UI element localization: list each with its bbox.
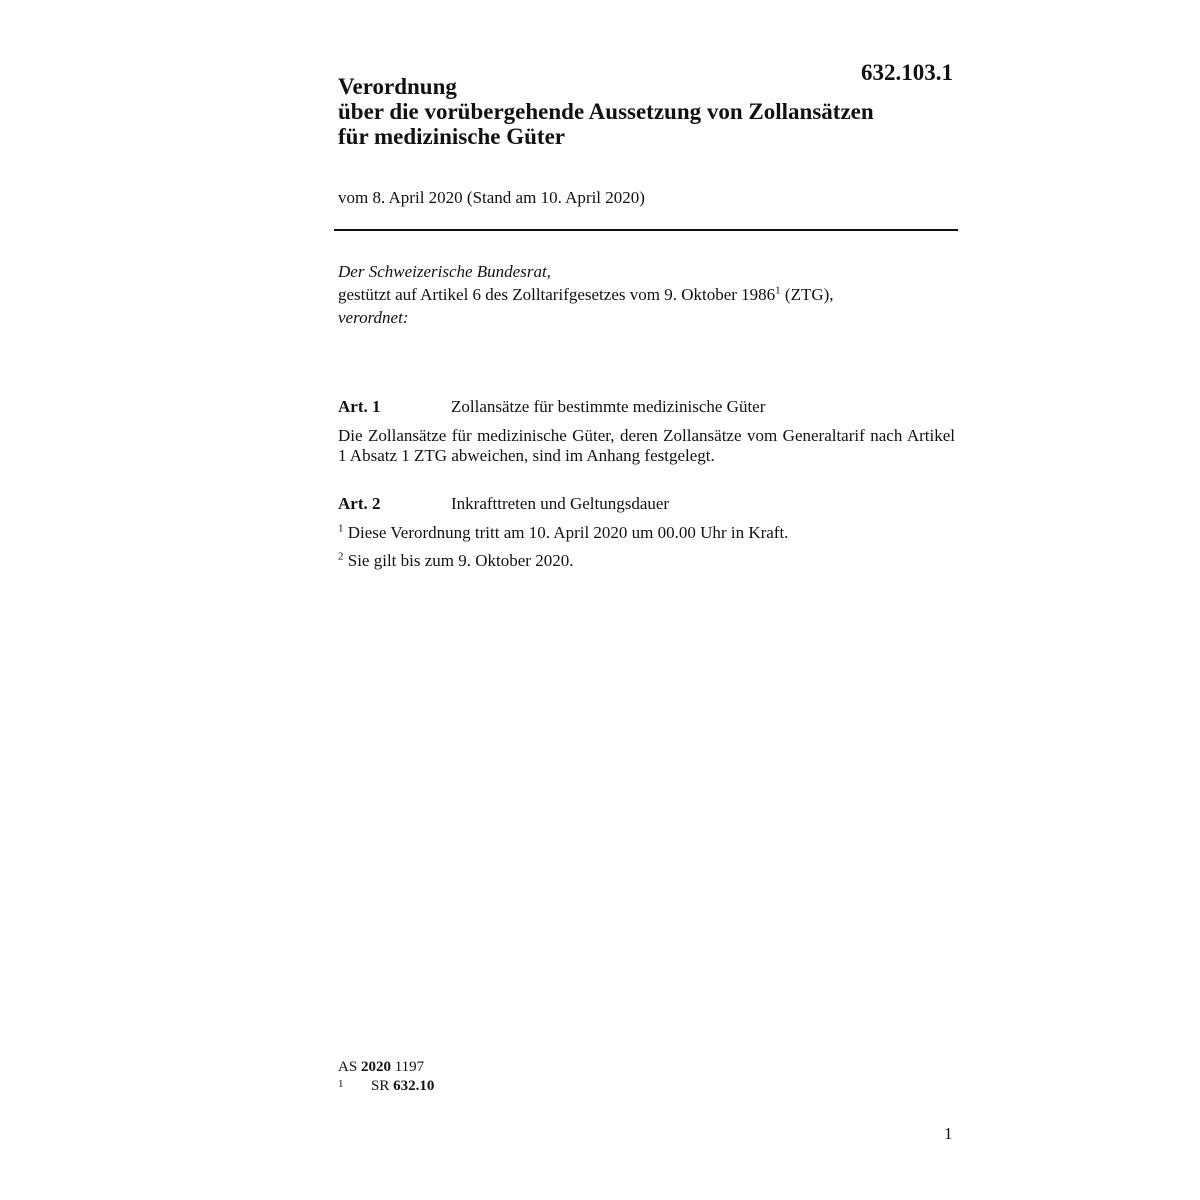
article-number: Art. 2 <box>338 494 381 513</box>
article-number: Art. 1 <box>338 397 381 416</box>
preamble-basis-text: gestützt auf Artikel 6 des Zolltarifgesetzes vom 9. Oktober 1986 <box>338 285 776 304</box>
footnote-reference[interactable]: 1 <box>775 284 781 297</box>
document-title <box>338 74 958 149</box>
article-1 <box>338 396 955 466</box>
footnote-number: 1 <box>338 1078 344 1090</box>
title-line: über die vorübergehende Aussetzung von Zollansätzen <box>338 99 874 124</box>
sr-number: 632.103.1 <box>861 60 953 85</box>
header-divider <box>334 229 958 231</box>
article-2 <box>338 493 955 579</box>
preamble-enacts: verordnet: <box>338 308 409 327</box>
title-line: für medizinische Güter <box>338 124 565 149</box>
page-number: 1 <box>944 1124 953 1143</box>
article-paragraph <box>338 551 955 571</box>
paragraph-number: 1 <box>338 522 344 535</box>
preamble-basis-suffix: (ZTG), <box>780 285 834 304</box>
article-title: Inkrafttreten und Geltungsdauer <box>451 494 670 513</box>
article-heading <box>338 493 955 515</box>
article-heading <box>338 396 955 418</box>
preamble-basis <box>338 283 958 306</box>
as-year: 2020 <box>360 1059 391 1075</box>
article-paragraph <box>338 523 955 543</box>
paragraph-text: Diese Verordnung tritt am 10. April 2020 um 00.00 Uhr in Kraft. <box>343 523 789 542</box>
paragraph-text: Sie gilt bis zum 9. Oktober 2020. <box>343 551 574 570</box>
footnote-prefix: SR <box>371 1078 394 1094</box>
paragraph-number: 2 <box>338 550 344 563</box>
title-line: Verordnung <box>338 74 457 99</box>
as-page: 1197 <box>390 1059 425 1075</box>
article-title: Zollansätze für bestimmte medizinische Güter <box>451 397 766 416</box>
footnotes <box>338 1058 434 1096</box>
article-body: Die Zollansätze für medizinische Güter, deren Zollansätze vom Generaltarif nach Artikel 1 Absatz 1 ZTG abweichen, sind im Anhang festgelegt. <box>338 426 955 465</box>
official-collection-ref <box>338 1058 434 1077</box>
date-line: vom 8. April 2020 (Stand am 10. April 2020) <box>338 188 645 207</box>
footnote-sr-ref[interactable]: 632.10 <box>393 1078 435 1094</box>
as-prefix: AS <box>338 1059 361 1075</box>
preamble-authority: Der Schweizerische Bundesrat, <box>338 262 551 281</box>
preamble <box>338 260 958 329</box>
footnote-item <box>338 1077 434 1096</box>
